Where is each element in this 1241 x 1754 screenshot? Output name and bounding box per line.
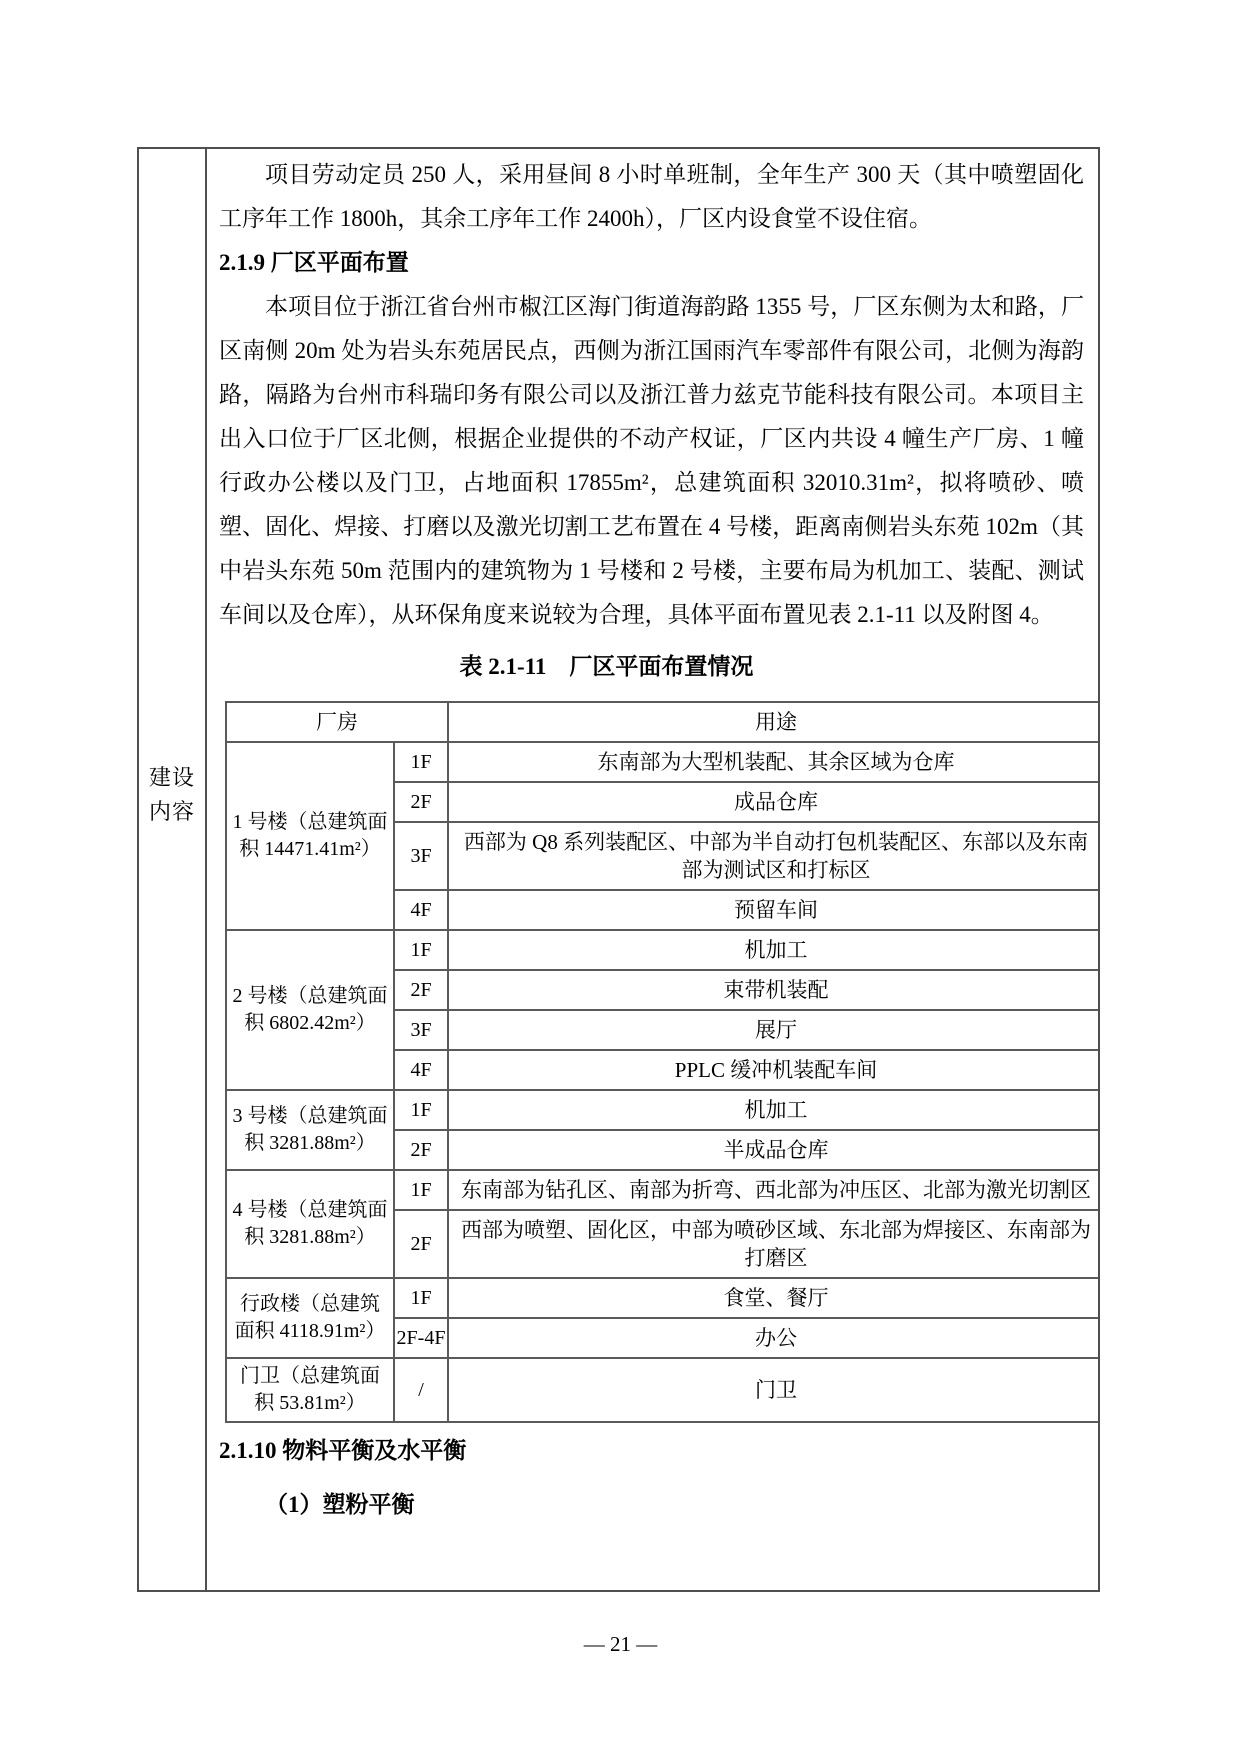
use-cell: 机加工 bbox=[448, 1090, 1098, 1130]
layout-table bbox=[225, 701, 1098, 1423]
use-cell: 机加工 bbox=[448, 930, 1098, 970]
use-cell: PPLC 缓冲机装配车间 bbox=[448, 1050, 1098, 1090]
floor-cell: 1F bbox=[394, 930, 448, 970]
floor-cell: 1F bbox=[394, 1170, 448, 1210]
floor-cell: 2F bbox=[394, 970, 448, 1010]
table-row bbox=[226, 742, 1098, 782]
building-cell: 3 号楼（总建筑面积 3281.88m²） bbox=[226, 1090, 394, 1170]
use-cell: 西部为 Q8 系列装配区、中部为半自动打包机装配区、东部以及东南部为测试区和打标区 bbox=[448, 822, 1098, 890]
content-cell bbox=[207, 149, 1098, 1590]
use-cell: 预留车间 bbox=[448, 890, 1098, 930]
floor-cell: / bbox=[394, 1358, 448, 1422]
use-cell: 门卫 bbox=[448, 1358, 1098, 1422]
use-cell: 半成品仓库 bbox=[448, 1130, 1098, 1170]
use-cell: 东南部为大型机装配、其余区域为仓库 bbox=[448, 742, 1098, 782]
table-caption: 表 2.1-11 厂区平面布置情况 bbox=[459, 654, 754, 679]
floor-cell: 2F bbox=[394, 1210, 448, 1278]
building-cell: 2 号楼（总建筑面积 6802.42m²） bbox=[226, 930, 394, 1090]
column-header-building: 厂房 bbox=[226, 702, 448, 742]
column-header-use: 用途 bbox=[448, 702, 1098, 742]
use-cell: 办公 bbox=[448, 1318, 1098, 1358]
floor-cell: 3F bbox=[394, 822, 448, 890]
floor-cell: 1F bbox=[394, 1278, 448, 1318]
floor-cell: 4F bbox=[394, 890, 448, 930]
heading-2-1-10: 2.1.10 物料平衡及水平衡 bbox=[219, 1438, 467, 1463]
page-number: — 21 — bbox=[583, 1632, 658, 1656]
table-row bbox=[226, 930, 1098, 970]
use-cell: 西部为喷塑、固化区，中部为喷砂区域、东北部为焊接区、东南部为打磨区 bbox=[448, 1210, 1098, 1278]
table-header-row bbox=[226, 702, 1098, 742]
floor-cell: 2F bbox=[394, 1130, 448, 1170]
paragraph-location: 本项目位于浙江省台州市椒江区海门街道海韵路 1355 号，厂区东侧为太和路，厂区南侧 20m 处为岩头东苑居民点，西侧为浙江国雨汽车零部件有限公司，北侧为海韵路，隔路为台州市科瑞印务有限公司以及浙江普力兹克节能科技有限公司。本项目主出入口位于厂区北侧，根据企业提供的不动产权证，厂区内共设 4 幢生产厂房、1 幢行政办公楼以及门卫，占地面积 17855m²，总建筑面积 32010.31m²，拟将喷砂、喷塑、固化、焊接、打磨以及激光切割工艺布置在 4 号楼，距离南侧岩头东苑 102m（其中岩头东苑 50m 范围内的建筑物为 1 号楼和 2 号楼，主要布局为机加工、装配、测试车间以及仓库），从环保角度来说较为合理，具体平面布置见表 2.1-11 以及附图 4。 bbox=[219, 294, 1084, 627]
table-row bbox=[226, 1358, 1098, 1422]
layout-table-body bbox=[226, 742, 1098, 1422]
use-cell: 东南部为钻孔区、南部为折弯、西北部为冲压区、北部为激光切割区 bbox=[448, 1170, 1098, 1210]
table-row bbox=[226, 1090, 1098, 1130]
sidebar-cell bbox=[139, 149, 207, 1590]
building-cell: 4 号楼（总建筑面积 3281.88m²） bbox=[226, 1170, 394, 1278]
use-cell: 食堂、餐厅 bbox=[448, 1278, 1098, 1318]
floor-cell: 1F bbox=[394, 742, 448, 782]
paragraph-staffing: 项目劳动定员 250 人，采用昼间 8 小时单班制，全年生产 300 天（其中喷塑固化工序年工作 1800h，其余工序年工作 2400h），厂区内设食堂不设住宿。 bbox=[219, 162, 1084, 231]
floor-cell: 2F-4F bbox=[394, 1318, 448, 1358]
sidebar-label: 建设内容 bbox=[148, 765, 195, 824]
outer-table bbox=[137, 147, 1100, 1592]
building-cell: 门卫（总建筑面积 53.81m²） bbox=[226, 1358, 394, 1422]
use-cell: 展厅 bbox=[448, 1010, 1098, 1050]
building-cell: 1 号楼（总建筑面积 14471.41m²） bbox=[226, 742, 394, 930]
table-row bbox=[226, 1278, 1098, 1318]
building-cell: 行政楼（总建筑面积 4118.91m²） bbox=[226, 1278, 394, 1358]
subheading-powder: （1）塑粉平衡 bbox=[265, 1492, 415, 1517]
floor-cell: 4F bbox=[394, 1050, 448, 1090]
use-cell: 成品仓库 bbox=[448, 782, 1098, 822]
use-cell: 束带机装配 bbox=[448, 970, 1098, 1010]
floor-cell: 2F bbox=[394, 782, 448, 822]
floor-cell: 3F bbox=[394, 1010, 448, 1050]
floor-cell: 1F bbox=[394, 1090, 448, 1130]
table-row bbox=[226, 1170, 1098, 1210]
heading-2-1-9: 2.1.9 厂区平面布置 bbox=[219, 250, 409, 275]
